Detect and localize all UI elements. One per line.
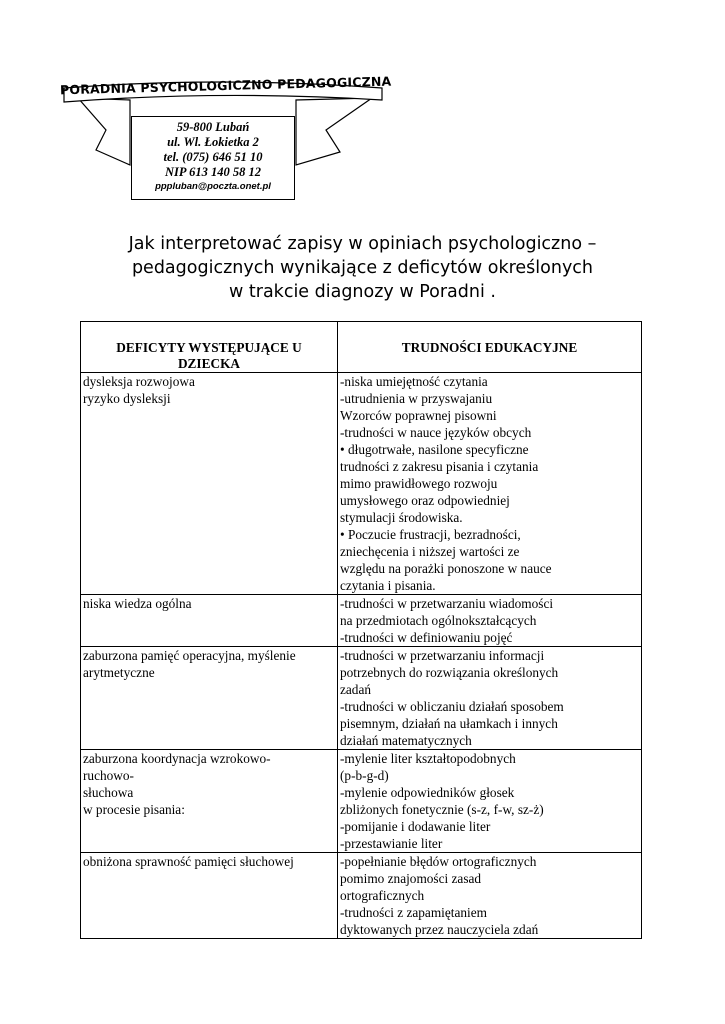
header-difficulties: TRUDNOŚCI EDUKACYJNE: [338, 322, 642, 373]
cell-text-line: -niska umiejętność czytania: [340, 374, 488, 389]
table-header-row: [81, 322, 642, 373]
cell-text-line: słuchowa: [83, 785, 134, 800]
cell-text-line: -przestawianie liter: [340, 836, 443, 851]
table-row: [81, 595, 642, 647]
address-postal: 59-800 Lubań: [176, 120, 250, 134]
cell-text-line: -pomijanie i dodawanie liter: [340, 819, 491, 834]
cell-text-line: na przedmiotach ogólnokształcących: [340, 613, 537, 628]
table-body: [81, 373, 642, 939]
cell-text-line: -mylenie odpowiedników głosek: [340, 785, 515, 800]
title-line: Jak interpretować zapisy w opiniach psychologiczno –: [128, 234, 597, 254]
document-title: [60, 232, 665, 304]
cell-text-line: względu na porażki ponoszone w nauce: [340, 561, 552, 576]
cell-text-line: -popełnianie błędów ortograficznych: [340, 854, 537, 869]
difficulties-cell: [338, 595, 642, 647]
cell-text-line: ortograficznych: [340, 888, 425, 903]
cell-text-line: umysłowego oraz odpowiedniej: [340, 493, 510, 508]
cell-text-line: zbliżonych fonetycznie (s-z, f-w, sz-ż): [340, 802, 544, 817]
cell-text-line: dysleksja rozwojowa: [83, 374, 195, 389]
cell-text-line: w procesie pisania:: [83, 802, 185, 817]
cell-text-line: pomimo znajomości zasad: [340, 871, 482, 886]
cell-text-line: obniżona sprawność pamięci słuchowej: [83, 854, 294, 869]
cell-text-line: ruchowo-: [83, 768, 134, 783]
header-deficits: DEFICYTY WYSTĘPUJĄCE U DZIECKA: [81, 322, 338, 373]
cell-text-line: (p-b-g-d): [340, 768, 389, 783]
deficits-table: [80, 321, 642, 939]
cell-text-line: trudności z zakresu pisania i czytania: [340, 459, 539, 474]
cell-text-line: mimo prawidłowego rozwoju: [340, 476, 498, 491]
letterhead-banner: [60, 70, 390, 210]
cell-text-line: -trudności w przetwarzaniu wiadomości: [340, 596, 554, 611]
address-email[interactable]: pppluban@poczta.onet.pl: [155, 181, 271, 192]
table-row: [81, 853, 642, 939]
cell-text-line: -trudności w definiowaniu pojęć: [340, 630, 513, 645]
cell-text-line: niska wiedza ogólna: [83, 596, 192, 611]
cell-text-line: -trudności w obliczaniu działań sposobem: [340, 699, 564, 714]
deficit-cell: [81, 373, 338, 595]
cell-text-line: zadań: [340, 682, 372, 697]
cell-text-line: zaburzona pamięć operacyjna, myślenie: [83, 648, 296, 663]
cell-text-line: zniechęcenia i niższej wartości ze: [340, 544, 520, 559]
org-name: PORADNIA PSYCHOLOGICZNO PEDAGOGICZNA: [59, 73, 392, 98]
cell-text-line: ryzyko dysleksji: [83, 391, 171, 406]
cell-text-line: działań matematycznych: [340, 733, 472, 748]
cell-text-line: arytmetyczne: [83, 665, 155, 680]
difficulties-cell: [338, 750, 642, 853]
cell-text-line: • długotrwałe, nasilone specyficzne: [340, 442, 529, 457]
cell-text-line: -trudności w przetwarzaniu informacji: [340, 648, 545, 663]
cell-text-line: dyktowanych przez nauczyciela zdań: [340, 922, 539, 937]
deficit-cell: [81, 647, 338, 750]
deficit-cell: [81, 853, 338, 939]
cell-text-line: potrzebnych do rozwiązania określonych: [340, 665, 559, 680]
cell-text-line: -utrudnienia w przyswajaniu: [340, 391, 493, 406]
difficulties-cell: [338, 647, 642, 750]
cell-text-line: zaburzona koordynacja wzrokowo-: [83, 751, 271, 766]
title-line: pedagogicznych wynikające z deficytów określonych: [131, 258, 594, 278]
title-line: w trakcie diagnozy w Poradni .: [229, 282, 496, 302]
table-row: [81, 373, 642, 595]
cell-text-line: -trudności z zapamiętaniem: [340, 905, 487, 920]
address-street: ul. Wl. Łokietka 2: [167, 135, 259, 149]
address-box: [131, 116, 295, 200]
cell-text-line: Wzorców poprawnej pisowni: [340, 408, 497, 423]
cell-text-line: stymulacji środowiska.: [340, 510, 463, 525]
difficulties-cell: [338, 853, 642, 939]
address-nip: NIP 613 140 58 12: [164, 165, 262, 179]
deficit-cell: [81, 750, 338, 853]
deficit-cell: [81, 595, 338, 647]
table-row: [81, 647, 642, 750]
cell-text-line: pisemnym, działań na ułamkach i innych: [340, 716, 558, 731]
address-phone: tel. (075) 646 51 10: [163, 150, 263, 164]
cell-text-line: -trudności w nauce języków obcych: [340, 425, 532, 440]
table-row: [81, 750, 642, 853]
cell-text-line: -mylenie liter kształtopodobnych: [340, 751, 516, 766]
cell-text-line: • Poczucie frustracji, bezradności,: [340, 527, 521, 542]
cell-text-line: czytania i pisania.: [340, 578, 436, 593]
difficulties-cell: [338, 373, 642, 595]
